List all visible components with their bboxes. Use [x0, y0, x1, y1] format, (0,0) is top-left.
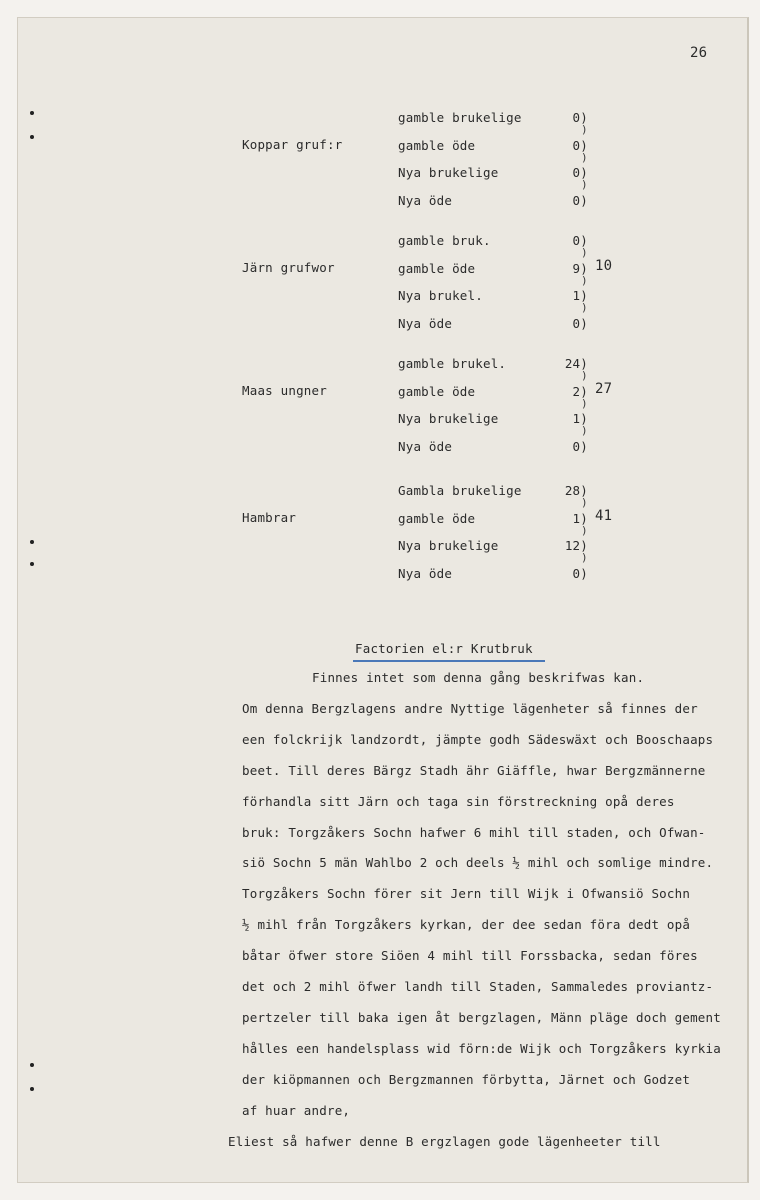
binder-hole: [30, 540, 34, 544]
row-value: 24): [564, 356, 588, 371]
bracket-mark: ): [581, 396, 588, 410]
row-label: Nya öde: [398, 438, 453, 454]
bracket-mark: ): [581, 369, 588, 382]
group-name: Hambrar: [242, 510, 297, 525]
document-page: [17, 17, 749, 1183]
body-line: een folckrijk landzordt, jämpte godh Sädeswäxt och Booschaaps: [242, 731, 714, 747]
row-value: 1): [572, 411, 588, 426]
row-label: gamble brukel.: [398, 356, 507, 371]
row-label: gamble öde: [398, 260, 476, 276]
binder-hole: [30, 1087, 34, 1091]
bracket-mark: ): [581, 523, 588, 537]
row-value: 0): [572, 137, 588, 153]
row-label: Nya brukelige: [398, 538, 499, 553]
body-line: der kiöpmannen och Bergzmannen förbytta, Järnet och Godzet: [242, 1071, 691, 1087]
row-label: Gambla brukelige: [398, 483, 522, 498]
row-label: gamble öde: [398, 383, 476, 399]
group-total: 41: [595, 508, 613, 524]
row-label: gamble öde: [398, 137, 476, 153]
row-label: Nya öde: [398, 565, 453, 581]
binder-hole: [30, 562, 34, 566]
binder-hole: [30, 111, 34, 115]
row-label: Nya brukelige: [398, 165, 499, 180]
body-line: beet. Till deres Bärgz Stadh ähr Giäffle, hwar Bergzmännerne: [242, 762, 706, 778]
row-value: 0): [572, 233, 588, 248]
row-label: Nya brukel.: [398, 288, 483, 303]
row-label: Nya öde: [398, 192, 453, 208]
row-value: 12): [564, 538, 588, 553]
bracket-mark: ): [581, 301, 588, 314]
body-line: bruk: Torgzåkers Sochn hafwer 6 mihl till staden, och Ofwan-: [242, 824, 706, 840]
section-heading: Factorien el:r Krutbruk: [355, 641, 533, 656]
group-name: Koppar gruf:r: [242, 137, 343, 152]
row-value: 0): [572, 165, 588, 180]
row-value: 0): [572, 192, 588, 208]
bracket-mark: ): [581, 273, 588, 287]
row-label: Nya öde: [398, 315, 453, 331]
body-line: ½ mihl från Torgzåkers kyrkan, der dee sedan föra dedt opå: [242, 917, 691, 933]
row-label: gamble öde: [398, 510, 476, 526]
row-value: 1): [572, 288, 588, 303]
body-line: båtar öfwer store Siöen 4 mihl till Forssbacka, sedan föres: [242, 948, 698, 964]
body-line: Torgzåkers Sochn förer sit Jern till Wijk i Ofwansiö Sochn: [242, 886, 691, 902]
body-line: pertzeler till baka igen åt bergzlagen, Männ pläge doch gement: [242, 1009, 721, 1025]
body-line: siö Sochn 5 män Wahlbo 2 och deels ½ mihl och somlige mindre.: [242, 855, 714, 871]
body-line: hålles een handelsplass wid förn:de Wijk och Torgzåkers kyrkia: [242, 1040, 721, 1056]
body-line: Finnes intet som denna gång beskrifwas kan.: [312, 670, 645, 685]
bracket-mark: ): [581, 496, 588, 509]
group-total: 10: [595, 258, 613, 274]
binder-hole: [30, 1063, 34, 1067]
bracket-mark: ): [581, 246, 588, 259]
body-line: Eliest så hafwer denne B ergzlagen gode lägenheeter till: [228, 1133, 661, 1149]
group-total: 27: [595, 381, 613, 397]
row-value: 0): [572, 110, 588, 125]
bracket-mark: ): [581, 178, 588, 191]
body-line: af huar andre,: [242, 1102, 351, 1118]
body-line: det och 2 mihl öfwer landh till Staden, Sammaledes proviantz-: [242, 979, 714, 994]
body-line: Om denna Bergzlagens andre Nyttige lägenheter så finnes der: [242, 700, 698, 716]
row-value: 2): [572, 383, 588, 399]
row-label: gamble brukelige: [398, 110, 522, 125]
body-line: förhandla sitt Järn och taga sin förstreckning opå deres: [242, 793, 675, 809]
row-value: 1): [572, 510, 588, 526]
row-value: 28): [564, 483, 588, 498]
row-label: gamble bruk.: [398, 233, 491, 248]
heading-underline: [353, 660, 545, 662]
row-value: 0): [572, 315, 588, 331]
page-number: 26: [690, 45, 708, 61]
row-value: 9): [572, 260, 588, 276]
bracket-mark: ): [581, 150, 588, 164]
bracket-mark: ): [581, 551, 588, 564]
group-name: Maas ungner: [242, 383, 327, 398]
group-name: Järn grufwor: [242, 260, 335, 275]
binder-hole: [30, 135, 34, 139]
bracket-mark: ): [581, 123, 588, 136]
bracket-mark: ): [581, 424, 588, 437]
row-value: 0): [572, 438, 588, 454]
row-label: Nya brukelige: [398, 411, 499, 426]
row-value: 0): [572, 565, 588, 581]
